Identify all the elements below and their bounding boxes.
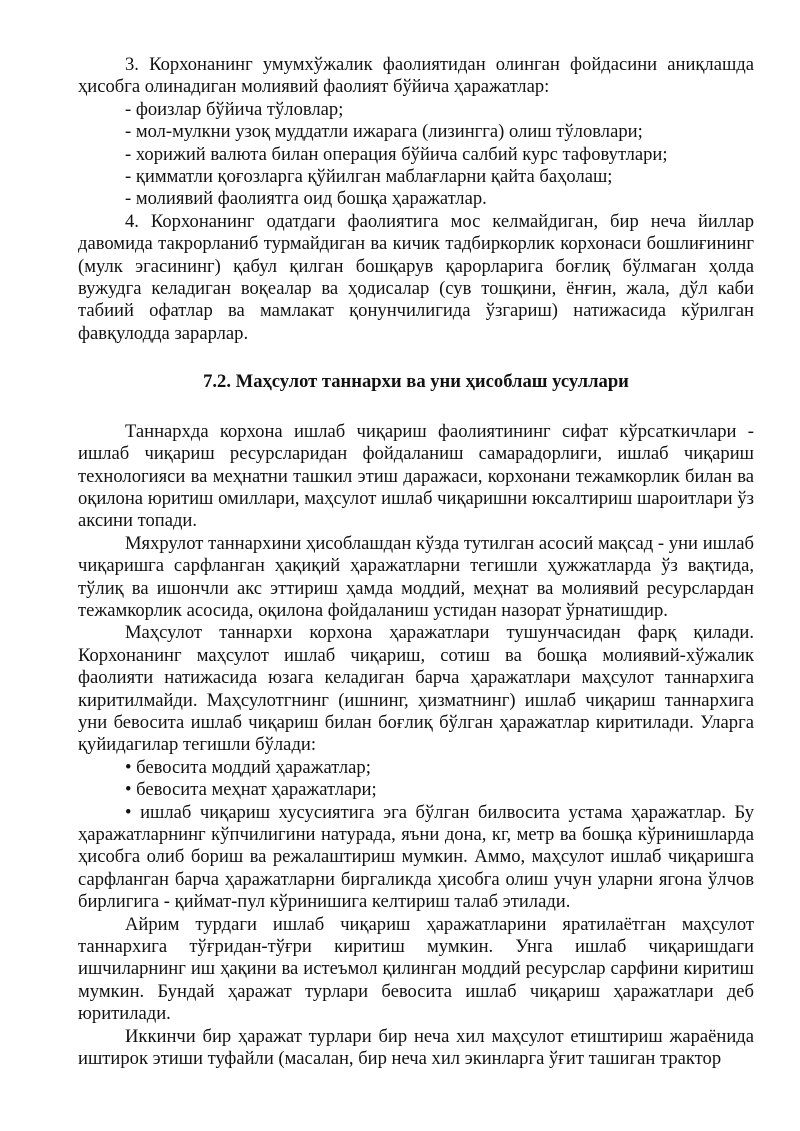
list-item-securities-revaluation: - қимматли қоғозларга қўйилган маблағларни қайта баҳолаш;	[125, 166, 613, 188]
bullet-indirect-overhead-costs: • ишлаб чиқариш хусусиятига эга бўлган билвосита устама ҳаражатлар. Бу ҳаражатларнинг кўпчилигини натурада, яъни дона, кг, метр ва бошқа кўринишларда ҳисобга олиб бориш ва режалаштириш мумкин. Аммо, маҳсулот ишлаб чиқаришга сарфланган барча ҳаражатларни биргаликда ҳисобга олиш учун уларни ягона ўлчов бирлигига - қиймат-пул кўринишига келтириш талаб этилади.	[78, 801, 754, 913]
paragraph-extraordinary-losses: 4. Корхонанинг одатдаги фаолиятига мос келмайдиган, бир неча йиллар давомида такрорланиб турмайдиган ва кичик тадбиркорлик корхонаси бошлиғининг (мулк эгасининг) қабул қилган бошқарув қарорларига боғлиқ бўлмаган ҳолда вужудга келадиган воқеалар ва ҳодисалар (сув тошқини, ёнғин, жала, дўл каби табиий офатлар ва мамлакат қонунчилигида ўзгариш) натижасида кўрилган фавқулодда зарарлар.	[78, 210, 754, 344]
list-item-other-financial-expenses: - молиявий фаолиятга оид бошқа ҳаражатлар.	[125, 188, 487, 210]
document-page	[78, 54, 754, 1070]
paragraph-indirect-costs: Иккинчи бир ҳаражат турлари бир неча хил маҳсулот етиштириш жараёнида иштирок этиши туфайли (масалан, бир неча хил экинларга ўғит ташиган трактор	[78, 1025, 754, 1070]
list-item-exchange-differences: - хорижий валюта билан операция бўйича салбий курс тафовутлари;	[125, 143, 668, 165]
bullet-direct-labor-costs: • бевосита меҳнат ҳаражатлари;	[125, 779, 377, 801]
paragraph-direct-costs: Айрим турдаги ишлаб чиқариш ҳаражатларини яратилаётган маҳсулот таннархига тўғридан-тўғри киритиш мумкин. Унга ишлаб чиқаришдаги ишчиларнинг иш ҳақини ва истеъмол қилинган моддий ресурслар сарфини киритиш мумкин. Бундай ҳаражат турлари бевосита ишлаб чиқариш ҳаражатлари деб юритилади.	[78, 913, 754, 1025]
bullet-direct-material-costs: • бевосита моддий ҳаражатлар;	[125, 756, 371, 778]
list-item-leasing-payments: - мол-мулкни узоқ муддатли ижарага (лизингга) олиш тўловлари;	[125, 121, 643, 143]
paragraph-cost-quality-indicators: Таннархда корхона ишлаб чиқариш фаолиятининг сифат кўрсаткичлари - ишлаб чиқариш ресурсларидан фойдаланиш самарадорлиги, ишлаб чиқариш технологияси ва меҳнатни ташкил этиш даражаси, корхонани тежамкорлик билан ва оқилона юритиш омиллари, маҳсулот ишлаб чиқаришни юксалтириш шароитлари ўз аксини топади.	[78, 420, 754, 532]
paragraph-cost-vs-expenses: Маҳсулот таннархи корхона ҳаражатлари тушунчасидан фарқ қилади. Корхонанинг маҳсулот ишлаб чиқариш, сотиш ва бошқа молиявий-хўжалик фаолияти натижасида юзага келадиган барча ҳаражатлари маҳсулот таннархига киритилмайди. Маҳсулотгнинг (ишнинг, ҳизматнинг) ишлаб чиқариш таннархига уни бевосита ишлаб чиқариш билан боғлиқ бўлган ҳаражатлар киритилади. Уларга қуйидагилар тегишли бўлади:	[78, 622, 754, 756]
list-item-interest-payments: - фоизлар бўйича тўловлар;	[125, 98, 344, 120]
section-heading: 7.2. Маҳсулот таннархи ва уни ҳисоблаш усуллари	[203, 371, 629, 393]
paragraph-cost-calculation-goal: Мяхрулот таннархини ҳисоблашдан кўзда тутилган асосий мақсад - уни ишлаб чиқаришга сарфланган ҳақиқий ҳаражатларни тегишли ҳужжатларда ўз вақтида, тўлиқ ва ишончли акс эттириш ҳамда моддий, меҳнат ва молиявий ресурслардан тежамкорлик асосида, оқилона фойдаланиш устидан назорат ўрнатишдир.	[78, 532, 754, 621]
paragraph-financial-expenses-intro: 3. Корхонанинг умумхўжалик фаолиятидан олинган фойдасини аниқлашда ҳисобга олинадиган молиявий фаолият бўйича ҳаражатлар:	[78, 54, 754, 98]
